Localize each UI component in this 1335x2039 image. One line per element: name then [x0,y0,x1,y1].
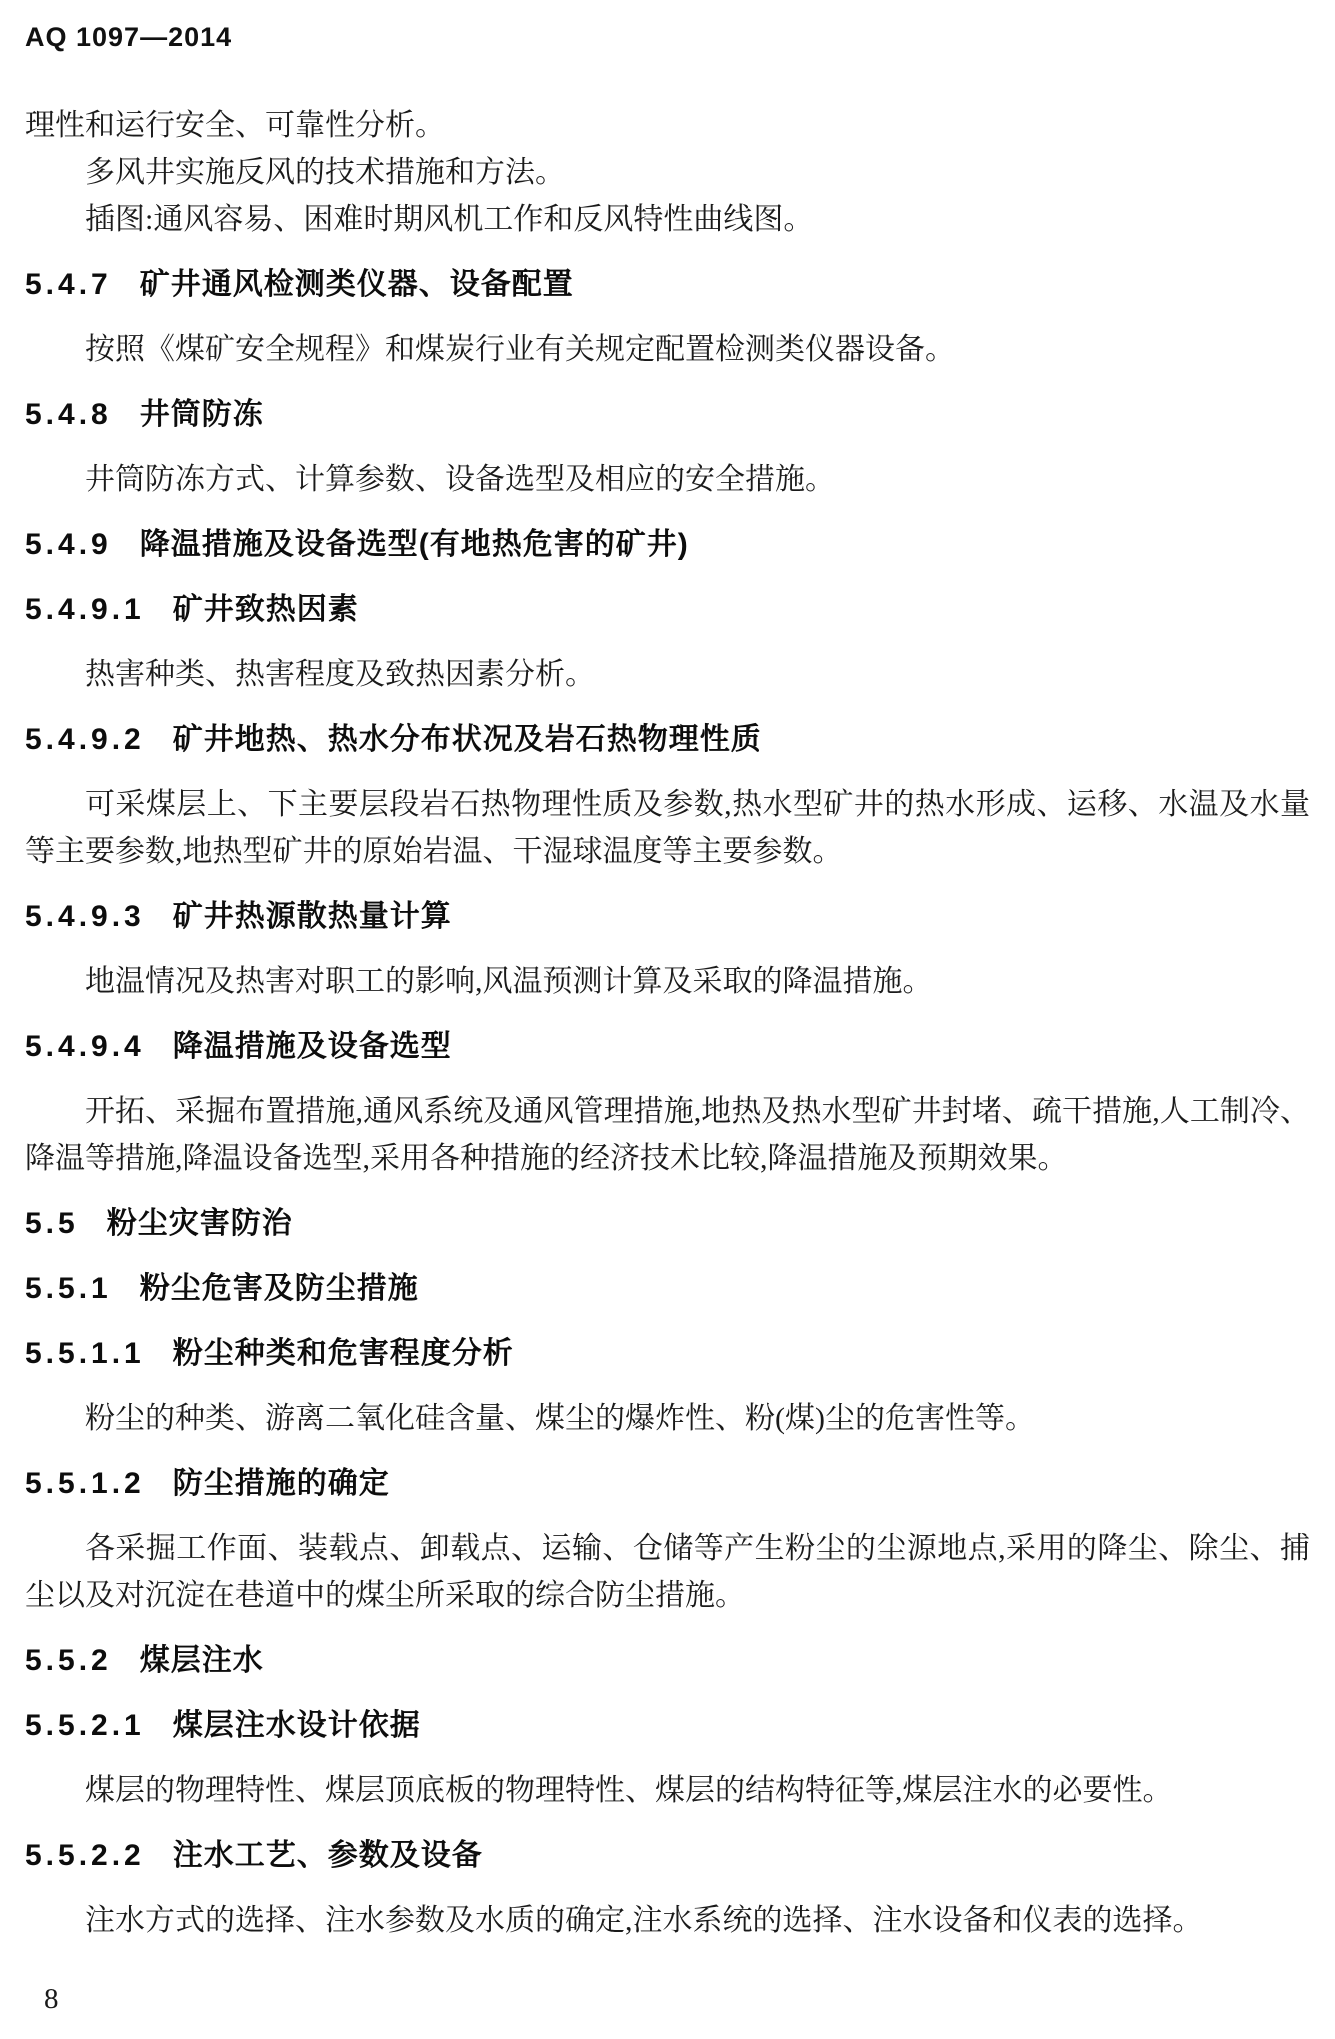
section-heading-5-4-9-4 [25,1023,1310,1070]
paragraph: 开拓、采掘布置措施,通风系统及通风管理措施,地热及热水型矿井封堵、疏干措施,人工制冷、降温等措施,降温设备选型,采用各种措施的经济技术比较,降温措施及预期效果。 [25,1095,1310,1175]
intro-paragraph-group [25,102,1310,243]
section-title: 降温措施及设备选型(有地热危害的矿井) [139,528,689,561]
section-title: 粉尘种类和危害程度分析 [172,1337,514,1370]
section-title: 防尘措施的确定 [172,1467,390,1500]
section-title: 降温措施及设备选型 [172,1030,452,1063]
section-title: 井筒防冻 [139,398,264,431]
section-number: 5.4.9 [25,528,112,561]
section-number: 5.5.2 [25,1644,112,1677]
section-number: 5.4.9.3 [25,900,145,933]
paragraph: 煤层的物理特性、煤层顶底板的物理特性、煤层的结构特征等,煤层注水的必要性。 [85,1774,1173,1807]
section-number: 5.4.9.2 [25,723,145,756]
section-title: 粉尘灾害防治 [106,1207,293,1240]
section-title: 注水工艺、参数及设备 [172,1839,483,1872]
section-number: 5.4.7 [25,268,112,301]
paragraph: 井筒防冻方式、计算参数、设备选型及相应的安全措施。 [85,463,835,496]
paragraph: 粉尘的种类、游离二氧化硅含量、煤尘的爆炸性、粉(煤)尘的危害性等。 [85,1402,1035,1435]
paragraph: 注水方式的选择、注水参数及水质的确定,注水系统的选择、注水设备和仪表的选择。 [85,1904,1203,1937]
page-number: 8 [44,1983,59,2015]
section-title: 矿井地热、热水分布状况及岩石热物理性质 [172,723,762,756]
section-number: 5.4.8 [25,398,112,431]
standard-code-header: AQ 1097—2014 [25,22,233,52]
section-heading-5-5-1-2 [25,1460,1310,1507]
paragraph: 多风井实施反风的技术措施和方法。 [85,156,565,189]
section-heading-5-4-7 [25,261,1310,308]
section-heading-5-5-2-1 [25,1702,1310,1749]
section-heading-5-5-2-2 [25,1832,1310,1879]
section-number: 5.5.2.2 [25,1839,145,1872]
section-number: 5.5.1 [25,1272,112,1305]
paragraph: 按照《煤矿安全规程》和煤炭行业有关规定配置检测类仪器设备。 [85,333,955,366]
paragraph: 地温情况及热害对职工的影响,风温预测计算及采取的降温措施。 [85,965,933,998]
paragraph: 热害种类、热害程度及致热因素分析。 [85,658,595,691]
section-title: 煤层注水 [139,1644,264,1677]
section-heading-5-4-9 [25,521,1310,568]
section-number: 5.5.1.2 [25,1467,145,1500]
section-heading-5-5-2 [25,1637,1310,1684]
section-number: 5.4.9.1 [25,593,145,626]
section-number: 5.5.1.1 [25,1337,145,1370]
section-number: 5.4.9.4 [25,1030,145,1063]
section-heading-5-5 [25,1200,1310,1247]
section-heading-5-4-9-2 [25,716,1310,763]
section-heading-5-5-1-1 [25,1330,1310,1377]
section-title: 粉尘危害及防尘措施 [139,1272,419,1305]
section-heading-5-4-9-1 [25,586,1310,633]
paragraph: 各采掘工作面、装载点、卸载点、运输、仓储等产生粉尘的尘源地点,采用的降尘、除尘、捕尘以及对沉淀在巷道中的煤尘所采取的综合防尘措施。 [25,1532,1310,1612]
paragraph: 插图:通风容易、困难时期风机工作和反风特性曲线图。 [85,203,814,236]
paragraph: 可采煤层上、下主要层段岩石热物理性质及参数,热水型矿井的热水形成、运移、水温及水量等主要参数,地热型矿井的原始岩温、干湿球温度等主要参数。 [25,788,1310,868]
section-heading-5-4-9-3 [25,893,1310,940]
section-number: 5.5 [25,1207,79,1240]
section-number: 5.5.2.1 [25,1709,145,1742]
section-title: 矿井致热因素 [172,593,359,626]
section-heading-5-4-8 [25,391,1310,438]
paragraph-continued: 理性和运行安全、可靠性分析。 [25,109,445,142]
section-title: 矿井热源散热量计算 [172,900,452,933]
section-title: 矿井通风检测类仪器、设备配置 [139,268,574,301]
section-heading-5-5-1 [25,1265,1310,1312]
section-title: 煤层注水设计依据 [172,1709,421,1742]
